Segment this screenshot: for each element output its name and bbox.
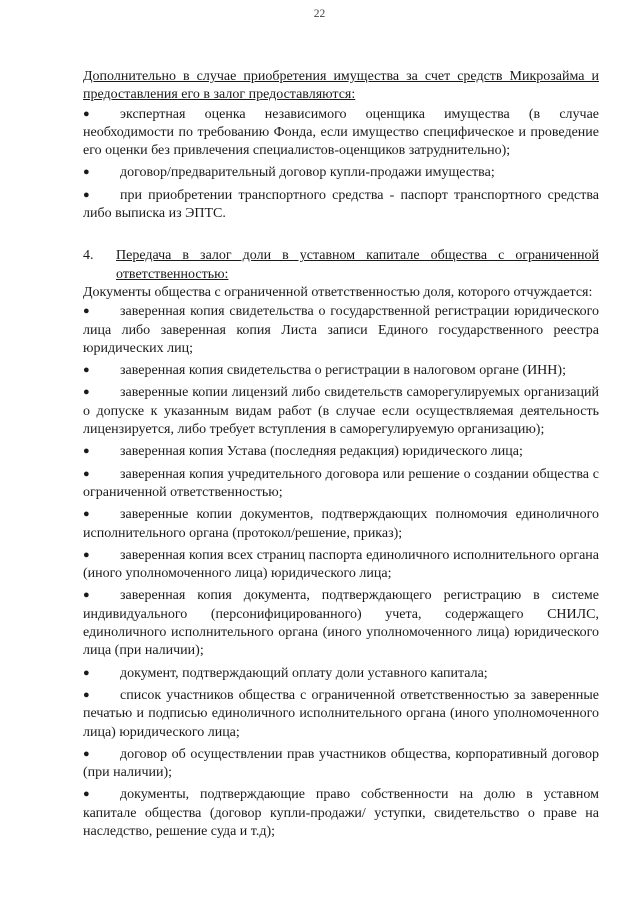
list-item — [83, 465, 599, 506]
section-a-heading: Дополнительно в случае приобретения имущества за счет средств Микрозайма и предоставления его в залог предоставляются: — [83, 69, 599, 103]
bullet-icon: ● — [83, 107, 90, 120]
bullet-icon: ● — [83, 788, 90, 801]
bullet-icon: ● — [83, 548, 90, 561]
list-item-text: документ, подтверждающий оплату доли уставного капитала; — [120, 665, 488, 681]
bullet-icon: ● — [83, 589, 90, 602]
list-item — [83, 105, 599, 164]
list-item — [83, 442, 599, 464]
list-item — [83, 302, 599, 361]
bullet-icon: ● — [83, 166, 90, 179]
list-item-text: список участников общества с ограниченной ответственностью за заверенные печатью и подписью единоличного исполнительного органа (иного уполномоченного лица) юридического лица; — [83, 687, 599, 740]
list-item-text: заверенная копия свидетельства о регистрации в налоговом органе (ИНН); — [120, 363, 566, 379]
list-item-text: договор об осуществлении прав участников общества, корпоративный договор (при наличии); — [83, 746, 599, 781]
list-item-text: при приобретении транспортного средства - паспорт транспортного средства либо выписка из ЭПТС. — [83, 187, 599, 222]
bullet-icon: ● — [83, 467, 90, 480]
list-item-text: заверенная копия свидетельства о государственной регистрации юридического лица либо заверенная копия Листа записи Единого государственного реестра юридических лиц; — [83, 304, 599, 356]
bullet-icon: ● — [83, 364, 90, 377]
list-item-text: экспертная оценка независимого оценщика имущества (в случае необходимости по требованию Фонда, если имущество специфическое и проведение его оценки без привлечения специалистов-оценщиков затруднительно); — [83, 106, 599, 159]
list-item — [83, 686, 599, 745]
list-item — [83, 664, 599, 686]
bullet-icon: ● — [83, 688, 90, 701]
section-number: 4. — [83, 248, 94, 264]
bullet-icon: ● — [83, 747, 90, 760]
document-body — [83, 68, 599, 844]
bullet-icon: ● — [83, 666, 90, 679]
bullet-icon: ● — [83, 508, 90, 521]
bullet-icon: ● — [83, 445, 90, 458]
list-item-text: заверенная копия всех страниц паспорта единоличного исполнительного органа (иного уполномоченного лица) юридического лица; — [83, 547, 599, 582]
section-title: Передача в залог доли в уставном капитале общества с ограниченной ответственностью: — [116, 248, 599, 282]
list-item — [83, 785, 599, 844]
list-item — [83, 505, 599, 546]
list-item-text: заверенная копия Устава (последняя редакция) юридического лица; — [120, 444, 523, 460]
list-item — [83, 586, 599, 663]
section-a-bullet-list — [83, 105, 599, 227]
list-item-text: заверенная копия документа, подтверждающего регистрацию в системе индивидуального (персонифицированного) учета, содержащего СНИЛС, единоличного исполнительного органа (иного уполномоченного лица) юридического лица (при наличии); — [83, 588, 599, 659]
list-item-text: документы, подтверждающие право собственности на долю в уставном капитале общества (договор купли-продажи/ уступки, свидетельство о праве на наследство, решение суда и т.д); — [83, 787, 599, 839]
list-item-text: заверенные копии документов, подтверждающих полномочия единоличного исполнительного органа (протокол/решение, приказ); — [83, 507, 599, 541]
list-item — [83, 383, 599, 442]
list-item — [83, 186, 599, 227]
list-item — [83, 745, 599, 786]
page-number: 22 — [313, 8, 326, 20]
bullet-icon: ● — [83, 188, 90, 201]
section-4-bullet-list — [83, 302, 599, 844]
list-item — [83, 163, 599, 185]
section-4-intro: Документы общества с ограниченной ответственностью доля, которого отчуждается: — [83, 284, 593, 300]
list-item-text: договор/предварительный договор купли-продажи имущества; — [120, 165, 495, 181]
bullet-icon: ● — [83, 305, 90, 318]
bullet-icon: ● — [83, 386, 90, 399]
list-item — [83, 361, 599, 383]
section-4-heading — [83, 247, 599, 284]
list-item — [83, 546, 599, 587]
list-item-text: заверенная копия учредительного договора или решение о создании общества с ограниченной ответственностью; — [83, 466, 599, 500]
list-item-text: заверенные копии лицензий либо свидетельств саморегулируемых организаций о допуске к указанным видам работ (в случае если осуществляемая деятельность лицензируется, либо требует вступления в саморегулируемую организацию); — [83, 385, 599, 438]
